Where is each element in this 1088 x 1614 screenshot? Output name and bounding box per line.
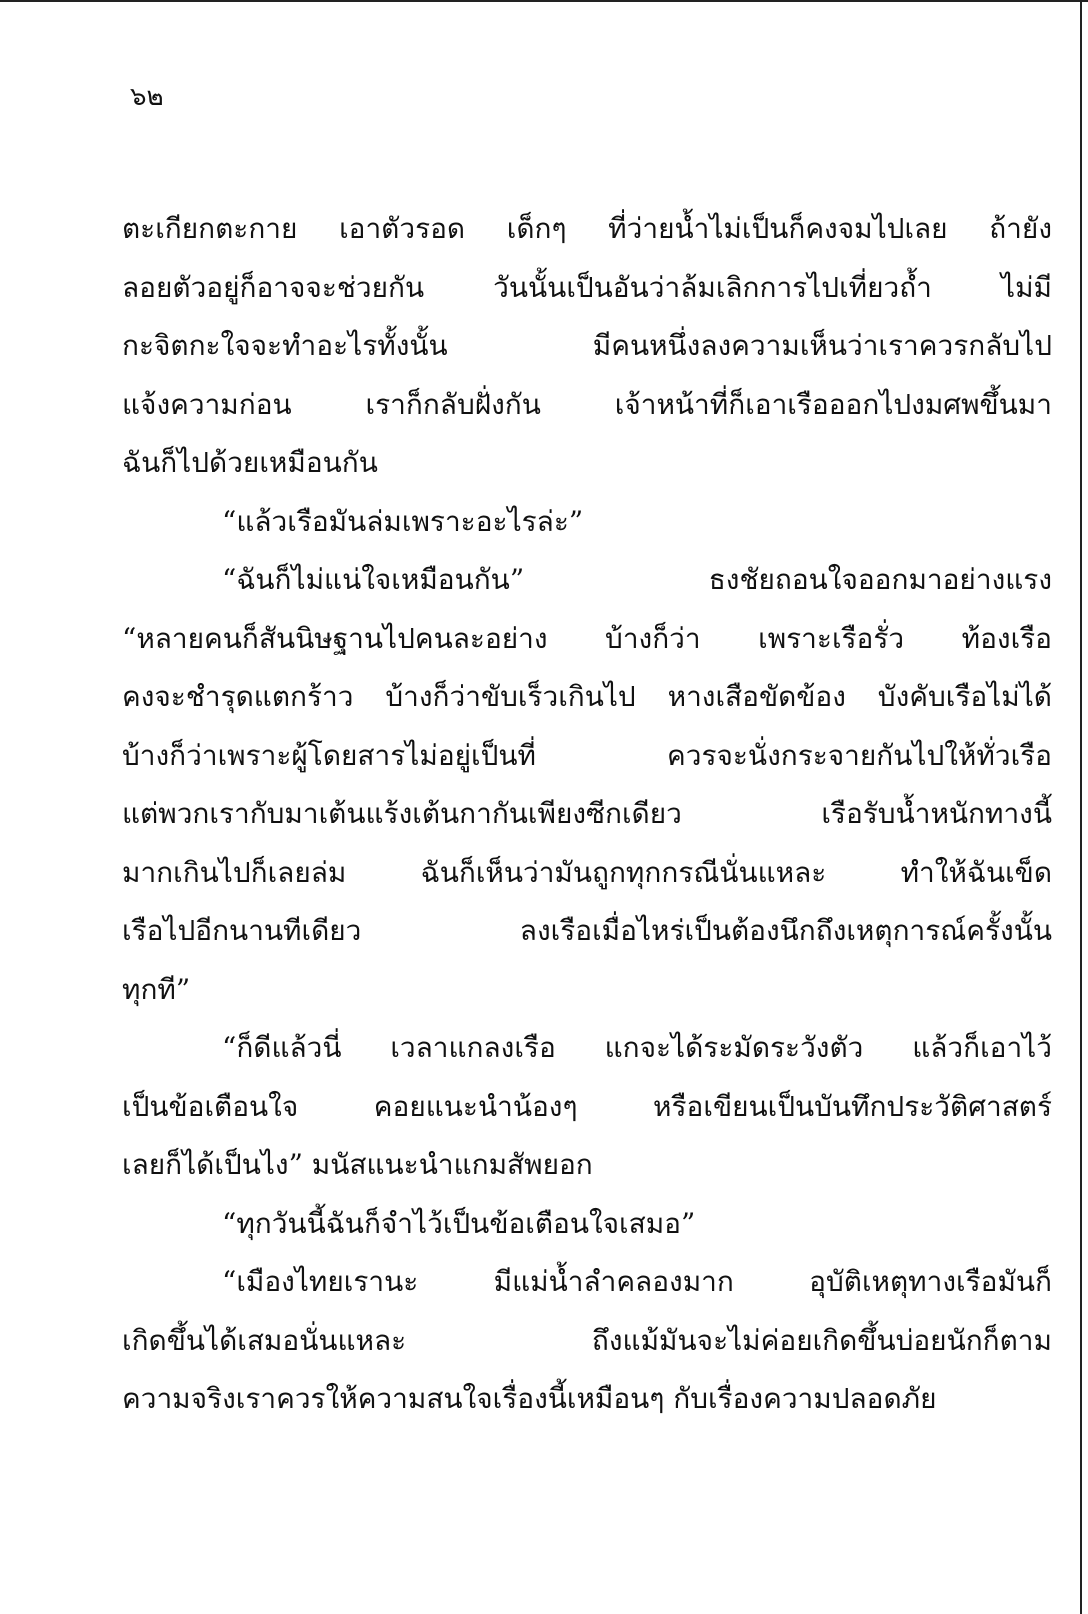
paragraph <box>122 493 1052 552</box>
text-line: เลยก็ได้เป็นไง” มนัสแนะนำแกมสัพยอก <box>122 1148 593 1181</box>
text-line: กะจิตกะใจจะทำอะไรทั้งนั้น มีคนหนึ่งลงความเห็นว่าเราควรกลับไป <box>122 329 1052 362</box>
text-line: ทุกที” <box>122 972 191 1006</box>
paragraph <box>122 1195 1052 1254</box>
text-line: ฉันก็ไปด้วยเหมือนกัน <box>122 446 378 479</box>
text-line: ลอยตัวอยู่ก็อาจจะช่วยกัน วันนั้นเป็นอันว่าล้มเลิกการไปเที่ยวถ้ำ ไม่มี <box>122 270 1052 304</box>
text-line: “แล้วเรือมันล่มเพราะอะไรล่ะ” <box>222 504 584 538</box>
body-text <box>122 200 1052 1429</box>
text-line: มากเกินไปก็เลยล่ม ฉันก็เห็นว่ามันถูกทุกกรณีนั่นแหละ ทำให้ฉันเข็ด <box>122 855 1052 889</box>
text-line: “ฉันก็ไม่แน่ใจเหมือนกัน” ธงชัยถอนใจออกมาอย่างแรง <box>222 563 1052 596</box>
text-line: “เมืองไทยเรานะ มีแม่น้ำลำคลองมาก อุบัติเหตุทางเรือมันก็ <box>222 1265 1052 1298</box>
text-line: “ทุกวันนี้ฉันก็จำไว้เป็นข้อเตือนใจเสมอ” <box>222 1206 696 1240</box>
right-border-line <box>1080 0 1082 1614</box>
paragraph <box>122 1019 1052 1195</box>
text-line: แจ้งความก่อน เราก็กลับฝั่งกัน เจ้าหน้าที่ก็เอาเรือออกไปงมศพขึ้นมา <box>122 387 1052 421</box>
page-number: ๖๒ <box>130 82 164 112</box>
text-line: เรือไปอีกนานทีเดียว ลงเรือเมื่อไหร่เป็นต้องนึกถึงเหตุการณ์ครั้งนั้น <box>122 914 1052 947</box>
text-line: คงจะชำรุดแตกร้าว บ้างก็ว่าขับเร็วเกินไป หางเสือขัดข้อง บังคับเรือไม่ได้ <box>122 680 1052 713</box>
text-line: บ้างก็ว่าเพราะผู้โดยสารไม่อยู่เป็นที่ ควรจะนั่งกระจายกันไปให้ทั่วเรือ <box>122 738 1052 772</box>
text-line: ตะเกียกตะกาย เอาตัวรอด เด็กๆ ที่ว่ายน้ำไม่เป็นก็คงจมไปเลย ถ้ายัง <box>122 212 1052 245</box>
text-line: เป็นข้อเตือนใจ คอยแนะนำน้องๆ หรือเขียนเป็นบันทึกประวัติศาสตร์ <box>122 1089 1052 1123</box>
text-line: แต่พวกเรากับมาเต้นแร้งเต้นกากันเพียงซีกเดียว เรือรับน้ำหนักทางนี้ <box>122 797 1052 830</box>
paragraph <box>122 1253 1052 1429</box>
text-line: “ก็ดีแล้วนี่ เวลาแกลงเรือ แกจะได้ระมัดระวังตัว แล้วก็เอาไว้ <box>222 1031 1052 1064</box>
paragraph <box>122 551 1052 1019</box>
text-line: ความจริงเราควรให้ความสนใจเรื่องนี้เหมือนๆ กับเรื่องความปลอดภัย <box>122 1382 937 1415</box>
paragraph <box>122 200 1052 493</box>
text-line: เกิดขึ้นได้เสมอนั่นแหละ ถึงแม้มันจะไม่ค่อยเกิดขึ้นบ่อยนักก็ตาม <box>122 1323 1052 1357</box>
top-border-line <box>0 0 1088 2</box>
text-line: “หลายคนก็สันนิษฐานไปคนละอย่าง บ้างก็ว่า เพราะเรือรั่ว ท้องเรือ <box>122 621 1052 655</box>
